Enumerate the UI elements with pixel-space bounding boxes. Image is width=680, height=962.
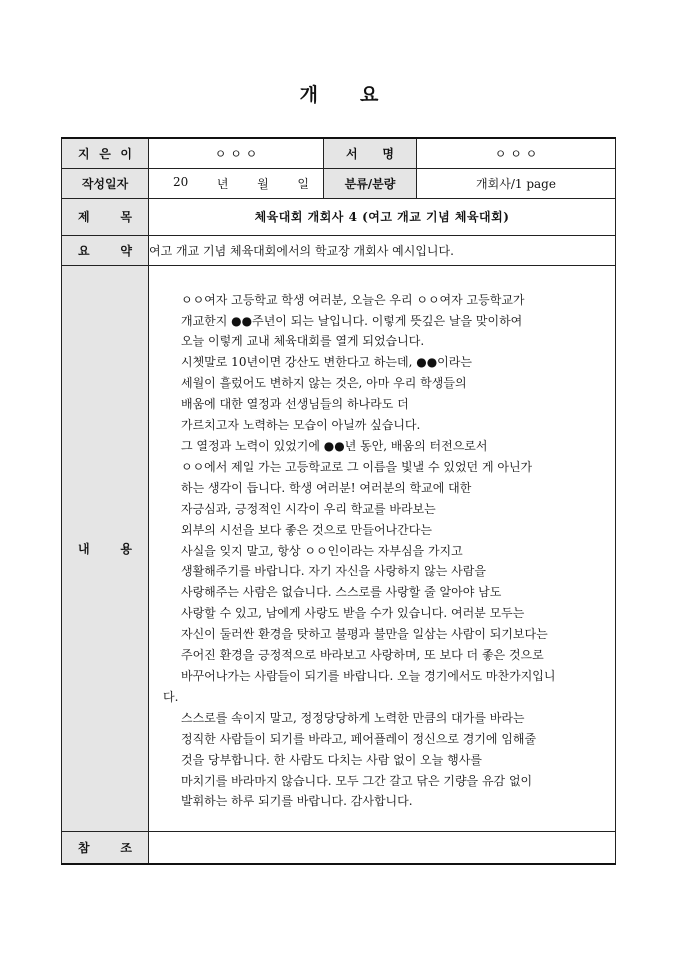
label-char: 조 bbox=[120, 840, 132, 855]
content-line: 자긍심과, 긍정적인 시각이 우리 학교를 바라보는 bbox=[181, 501, 436, 516]
content-line: 배움에 대한 열정과 선생님들의 하나라도 더 bbox=[181, 397, 409, 412]
content-line: 오늘 이렇게 교내 체육대회를 열게 되었습니다. bbox=[181, 334, 425, 349]
label-char: 참 bbox=[78, 840, 90, 855]
category-value: 개회사/1 page bbox=[417, 168, 616, 198]
label-char: 약 bbox=[120, 243, 132, 258]
label-char: 제 bbox=[78, 210, 90, 224]
author-label bbox=[62, 145, 148, 162]
label-char: 요 bbox=[78, 243, 90, 258]
content-line: 세월이 흘렀어도 변하지 않는 것은, 아마 우리 학생들의 bbox=[181, 376, 467, 391]
content-line: ㅇㅇ에서 제일 가는 고등학교로 그 이름을 빛낼 수 있었던 게 아닌가 bbox=[181, 459, 533, 474]
reference-label bbox=[62, 839, 148, 856]
content-line: 하는 생각이 듭니다. 학생 여러분! 여러분의 학교에 대한 bbox=[181, 480, 472, 495]
summary-label bbox=[62, 242, 148, 259]
content-cell bbox=[149, 265, 616, 831]
row-content bbox=[62, 265, 616, 831]
content-line: 사랑할 수 있고, 남에게 사랑도 받을 수가 있습니다. 여러분 모두는 bbox=[181, 606, 525, 621]
row-date bbox=[62, 168, 616, 198]
date-value bbox=[149, 175, 323, 192]
content-line: 주어진 환경을 긍정적으로 바라보고 사랑하며, 또 보다 더 좋은 것으로 bbox=[181, 648, 544, 663]
content-line: 외부의 시선을 보다 좋은 것으로 만들어나간다는 bbox=[181, 522, 432, 537]
date-day-unit: 일 bbox=[297, 176, 309, 191]
title-char-1: 개 bbox=[299, 84, 320, 106]
content-line: 바꾸어나가는 사람들이 되기를 바랍니다. 오늘 경기에서도 마찬가지입니 bbox=[181, 668, 556, 683]
content-line: 다. bbox=[163, 689, 179, 704]
content-line: 것을 당부합니다. 한 사람도 다치는 사람 없이 오늘 행사를 bbox=[181, 752, 482, 767]
content-line: 발휘하는 하루 되기를 바랍니다. 감사합니다. bbox=[181, 794, 413, 809]
date-year: 20 bbox=[173, 174, 189, 189]
reference-label-cell bbox=[62, 831, 149, 864]
content-body bbox=[149, 270, 615, 827]
overview-form bbox=[61, 137, 616, 865]
author-value: ㅇ ㅇ ㅇ bbox=[149, 138, 324, 168]
title-char-2: 요 bbox=[360, 84, 381, 106]
subject-label-cell bbox=[62, 198, 149, 235]
row-subject bbox=[62, 198, 616, 235]
content-label bbox=[62, 540, 148, 557]
content-label-cell bbox=[62, 265, 149, 831]
content-line: 마치기를 바라마지 않습니다. 모두 그간 갈고 닦은 기량을 유감 없이 bbox=[181, 773, 533, 788]
content-line: 그 열정과 노력이 있었기에 ●●년 동안, 배움의 터전으로서 bbox=[181, 439, 488, 454]
summary-label-cell bbox=[62, 235, 149, 265]
content-line: ㅇㅇ여자 고등학교 학생 여러분, 오늘은 우리 ㅇㅇ여자 고등학교가 bbox=[181, 292, 525, 307]
label-char: 서 bbox=[346, 146, 358, 161]
summary-value: 여고 개교 기념 체육대회에서의 학교장 개회사 예시입니다. bbox=[149, 235, 616, 265]
label-char: 지 bbox=[78, 146, 90, 161]
label-char: 명 bbox=[382, 146, 394, 161]
label-char: 내 bbox=[78, 541, 90, 556]
row-summary bbox=[62, 235, 616, 265]
content-line: 가르치고자 노력하는 모습이 아닐까 싶습니다. bbox=[181, 418, 421, 433]
category-label: 분류/분량 bbox=[324, 168, 417, 198]
content-line: 사실을 잊지 말고, 항상 ㅇㅇ인이라는 자부심을 가지고 bbox=[181, 543, 463, 558]
date-month-unit: 월 bbox=[257, 176, 269, 191]
content-line: 시쳇말로 10년이면 강산도 변한다고 하는데, ●●이라는 bbox=[181, 355, 472, 370]
label-char: 은 bbox=[99, 146, 111, 161]
label-char: 이 bbox=[120, 146, 132, 161]
date-label: 작성일자 bbox=[62, 168, 149, 198]
subject-value: 체육대회 개회사 4 (여고 개교 기념 체육대회) bbox=[149, 198, 616, 235]
signature-label-cell bbox=[324, 138, 417, 168]
row-author bbox=[62, 138, 616, 168]
label-char: 목 bbox=[120, 210, 132, 224]
signature-value: ㅇ ㅇ ㅇ bbox=[417, 138, 616, 168]
reference-value bbox=[149, 831, 616, 864]
label-char: 용 bbox=[120, 541, 132, 556]
content-line: 사랑해주는 사람은 없습니다. 스스로를 사랑할 줄 알아야 남도 bbox=[181, 585, 502, 600]
subject-label bbox=[62, 208, 148, 225]
signature-label bbox=[324, 145, 416, 162]
author-label-cell bbox=[62, 138, 149, 168]
content-line: 생활해주기를 바랍니다. 자기 자신을 사랑하지 않는 사람을 bbox=[181, 564, 486, 579]
content-line: 스스로를 속이지 말고, 정정당당하게 노력한 만큼의 대가를 바라는 bbox=[181, 710, 525, 725]
row-reference bbox=[62, 831, 616, 864]
content-line: 개교한지 ●●주년이 되는 날입니다. 이렇게 뜻깊은 날을 맞이하여 bbox=[181, 313, 523, 328]
document-title bbox=[0, 80, 680, 107]
date-year-unit: 년 bbox=[216, 176, 229, 191]
date-value-cell bbox=[149, 168, 324, 198]
content-line: 자신이 둘러싼 환경을 탓하고 불평과 불만을 일삼는 사람이 되기보다는 bbox=[181, 627, 548, 642]
content-line: 정직한 사람들이 되기를 바라고, 페어플레이 정신으로 경기에 임해줄 bbox=[181, 731, 537, 746]
